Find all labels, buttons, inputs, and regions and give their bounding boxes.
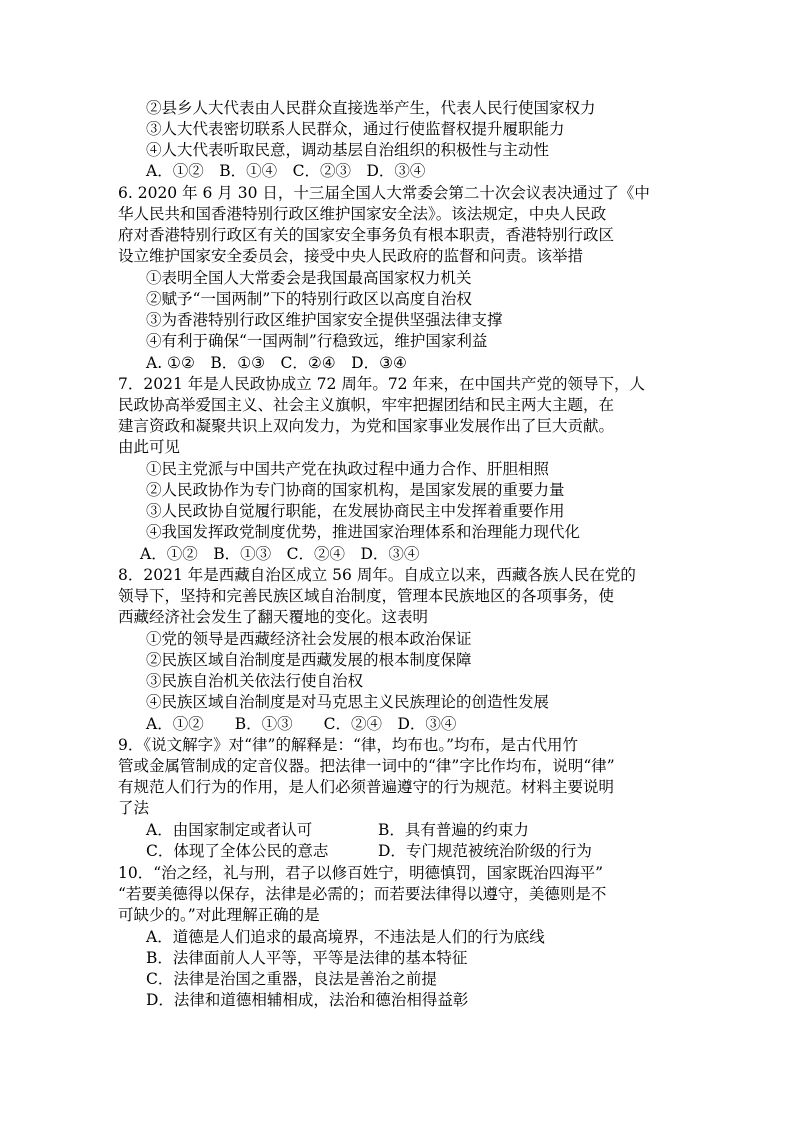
- q9-option-b: B．具有普遍的约束力: [378, 821, 529, 839]
- q6-stem-line-1: 6. 2020 年 6 月 30 日，十三届全国人大常委会第二十次会议表决通过了《中: [118, 184, 650, 202]
- q5-option-2: ②县乡人大代表由人民群众直接选举产生，代表人民行使国家权力: [146, 99, 596, 117]
- q7-stem-line-4: 由此可见: [118, 438, 181, 456]
- q6-option-3: ③为香港特别行政区维护国家安全提供坚强法律支撑: [146, 311, 503, 329]
- q6-option-2: ②赋予“一国两制”下的特别行政区以高度自治权: [146, 290, 472, 308]
- q7-stem-line-3: 建言资政和凝聚共识上双向发力，为党和国家事业发展作出了巨大贡献。: [118, 417, 615, 435]
- q7-option-4: ④我国发挥政党制度优势，推进国家治理体系和治理能力现代化: [146, 523, 581, 541]
- q9-stem-line-3: 有规范人们行为的作用，是人们必须普遍遵守的行为规范。材料主要说明: [118, 778, 615, 796]
- q5-answer-choices: A．①② B．①④ C．②③ D．③④: [146, 162, 426, 180]
- q8-stem-line-3: 西藏经济社会发生了翻天覆地的变化。这表明: [118, 608, 429, 626]
- q7-option-1: ①民主党派与中国共产党在执政过程中通力合作、肝胆相照: [146, 460, 550, 478]
- q9-option-c: C．体现了全体公民的意志: [146, 842, 329, 860]
- q5-option-4: ④人大代表听取民意，调动基层自治组织的积极性与主动性: [146, 141, 550, 159]
- q7-option-3: ③人民政协自觉履行职能，在发展协商民主中发挥着重要作用: [146, 502, 565, 520]
- q6-answer-choices: A. ①② B．①③ C．②④ D．③④: [146, 354, 407, 372]
- q6-stem-line-3: 府对香港特别行政区有关的国家安全事务负有根本职责，香港特别行政区: [118, 226, 615, 244]
- q9-stem-line-2: 管或金属管制成的定音仪器。把法律一词中的“律”字比作均布，说明“律”: [118, 757, 615, 775]
- q6-stem-line-4: 设立维护国家安全委员会，接受中央人民政府的监督和问责。该举措: [118, 247, 584, 265]
- q8-stem-line-2: 领导下，坚持和完善民族区域自治制度，管理本民族地区的各项事务，使: [118, 587, 615, 605]
- q7-option-2: ②人民政协作为专门协商的国家机构，是国家发展的重要力量: [146, 481, 565, 499]
- q10-option-a: A．道德是人们追求的最高境界，不违法是人们的行为底线: [146, 928, 545, 946]
- q8-option-1: ①党的领导是西藏经济社会发展的根本政治保证: [146, 630, 472, 648]
- q10-stem-line-2: “若要美德得以保存，法律是必需的；而若要法律得以遵守，美德则是不: [118, 885, 607, 903]
- q10-stem-line-1: 10．“治之经，礼与刑，君子以修百姓宁，明德慎罚，国家既治四海平”: [118, 864, 604, 882]
- q6-stem-line-2: 华人民共和国香港特别行政区维护国家安全法》。该法规定，中央人民政: [118, 205, 607, 223]
- q8-option-2: ②民族区域自治制度是西藏发展的根本制度保障: [146, 651, 472, 669]
- q8-option-3: ③民族自治机关依法行使自治权: [146, 672, 364, 690]
- q8-answer-choices: A．①② B．①③ C．②④ D．③④: [146, 715, 457, 733]
- q7-stem-line-2: 民政协高举爱国主义、社会主义旗帜，牢牢把握团结和民主两大主题，在: [118, 396, 615, 414]
- q10-option-d: D．法律和道德相辅相成，法治和德治相得益彰: [146, 991, 469, 1009]
- q6-option-4: ④有利于确保“一国两制”行稳致远，维护国家利益: [146, 332, 488, 350]
- q9-stem-line-4: 了法: [118, 799, 150, 817]
- q8-stem-line-1: 8．2021 年是西藏自治区成立 56 周年。自成立以来，西藏各族人民在党的: [118, 566, 636, 584]
- q9-option-a: A．由国家制定或者认可: [146, 821, 313, 839]
- q10-stem-line-3: 可缺少的。”对此理解正确的是: [118, 906, 320, 924]
- q8-option-4: ④民族区域自治制度是对马克思主义民族理论的创造性发展: [146, 693, 550, 711]
- q7-stem-line-1: 7．2021 年是人民政协成立 72 周年。72 年来，在中国共产党的领导下，人: [118, 375, 645, 393]
- q6-option-1: ①表明全国人大常委会是我国最高国家权力机关: [146, 269, 472, 287]
- q5-option-3: ③人大代表密切联系人民群众，通过行使监督权提升履职能力: [146, 120, 565, 138]
- q9-option-d: D．专门规范被统治阶级的行为: [378, 842, 592, 860]
- q9-stem-line-1: 9．《说文解字》对“律”的解释是：“律，均布也。”均布，是古代用竹: [118, 736, 579, 754]
- q10-option-c: C．法律是治国之重器，良法是善治之前提: [146, 970, 437, 988]
- q10-option-b: B．法律面前人人平等，平等是法律的基本特征: [146, 949, 468, 967]
- q7-answer-choices: A．①② B．①③ C．②④ D．③④: [140, 545, 420, 563]
